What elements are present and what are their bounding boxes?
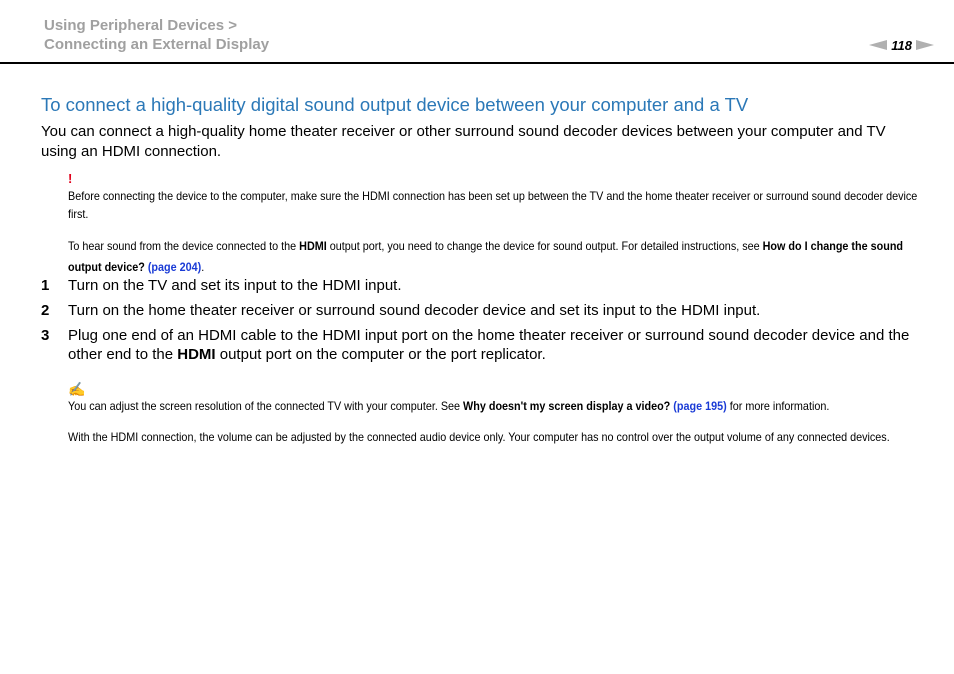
faq-reference: How do I change the sound output device? <box>68 239 904 274</box>
previous-page-arrow-icon[interactable] <box>869 40 887 50</box>
warning-note <box>68 173 918 278</box>
list-item <box>41 301 921 320</box>
step-number: 1 <box>41 277 50 294</box>
step-number: 3 <box>41 327 50 344</box>
step-text: Plug one end of an HDMI cable to the HDMI input port on the home theater receiver or surround sound decoder device and the other end to the HDMI output port on the computer or the port replicator. <box>68 327 910 363</box>
list-item <box>41 276 921 295</box>
page-204-link[interactable]: (page 204) <box>147 260 202 274</box>
next-page-arrow-icon[interactable] <box>916 40 934 50</box>
page-number: 118 <box>891 37 912 53</box>
hdmi-label: HDMI <box>299 239 327 253</box>
page-navigator <box>869 37 934 53</box>
page-195-link[interactable]: (page 195) <box>673 399 727 413</box>
tip-note <box>68 382 918 448</box>
warning-paragraph-1: Before connecting the device to the computer, make sure the HDMI connection has been set up between the TV and the home theater receiver or surround sound decoder device first. <box>68 189 918 221</box>
step-text: Turn on the home theater receiver or surround sound decoder device and set its input to the HDMI input. <box>68 302 761 319</box>
warning-icon: ! <box>68 171 73 186</box>
warning-paragraph-2: To hear sound from the device connected to the HDMI output port, you need to change the device for sound output. For detailed instructions, see How do I change the sound output device? (page 204). <box>68 239 904 274</box>
breadcrumb-section[interactable]: Connecting an External Display <box>44 36 270 53</box>
section-title: To connect a high-quality digital sound output device between your computer and a TV <box>41 94 749 115</box>
step-number: 2 <box>41 302 50 319</box>
list-item <box>41 326 921 364</box>
breadcrumb-chapter[interactable]: Using Peripheral Devices > <box>44 17 238 34</box>
steps-list <box>41 276 921 370</box>
step-text: Turn on the TV and set its input to the HDMI input. <box>68 277 402 294</box>
tip-paragraph-1: You can adjust the screen resolution of the connected TV with your computer. See Why doesn't my screen display a video? (page 195) for more information. <box>68 399 830 413</box>
header-divider <box>0 62 954 64</box>
hdmi-label: HDMI <box>177 346 216 363</box>
pencil-icon: ✍ <box>68 381 86 397</box>
intro-paragraph: You can connect a high-quality home theater receiver or other surround sound decoder devices between your computer and TV using an HDMI connection. <box>41 123 886 160</box>
tip-paragraph-2: With the HDMI connection, the volume can be adjusted by the connected audio device only. Your computer has no control over the output volume of any connected devices. <box>68 430 890 444</box>
breadcrumb <box>44 16 269 54</box>
faq-reference: Why doesn't my screen display a video? <box>463 399 671 413</box>
